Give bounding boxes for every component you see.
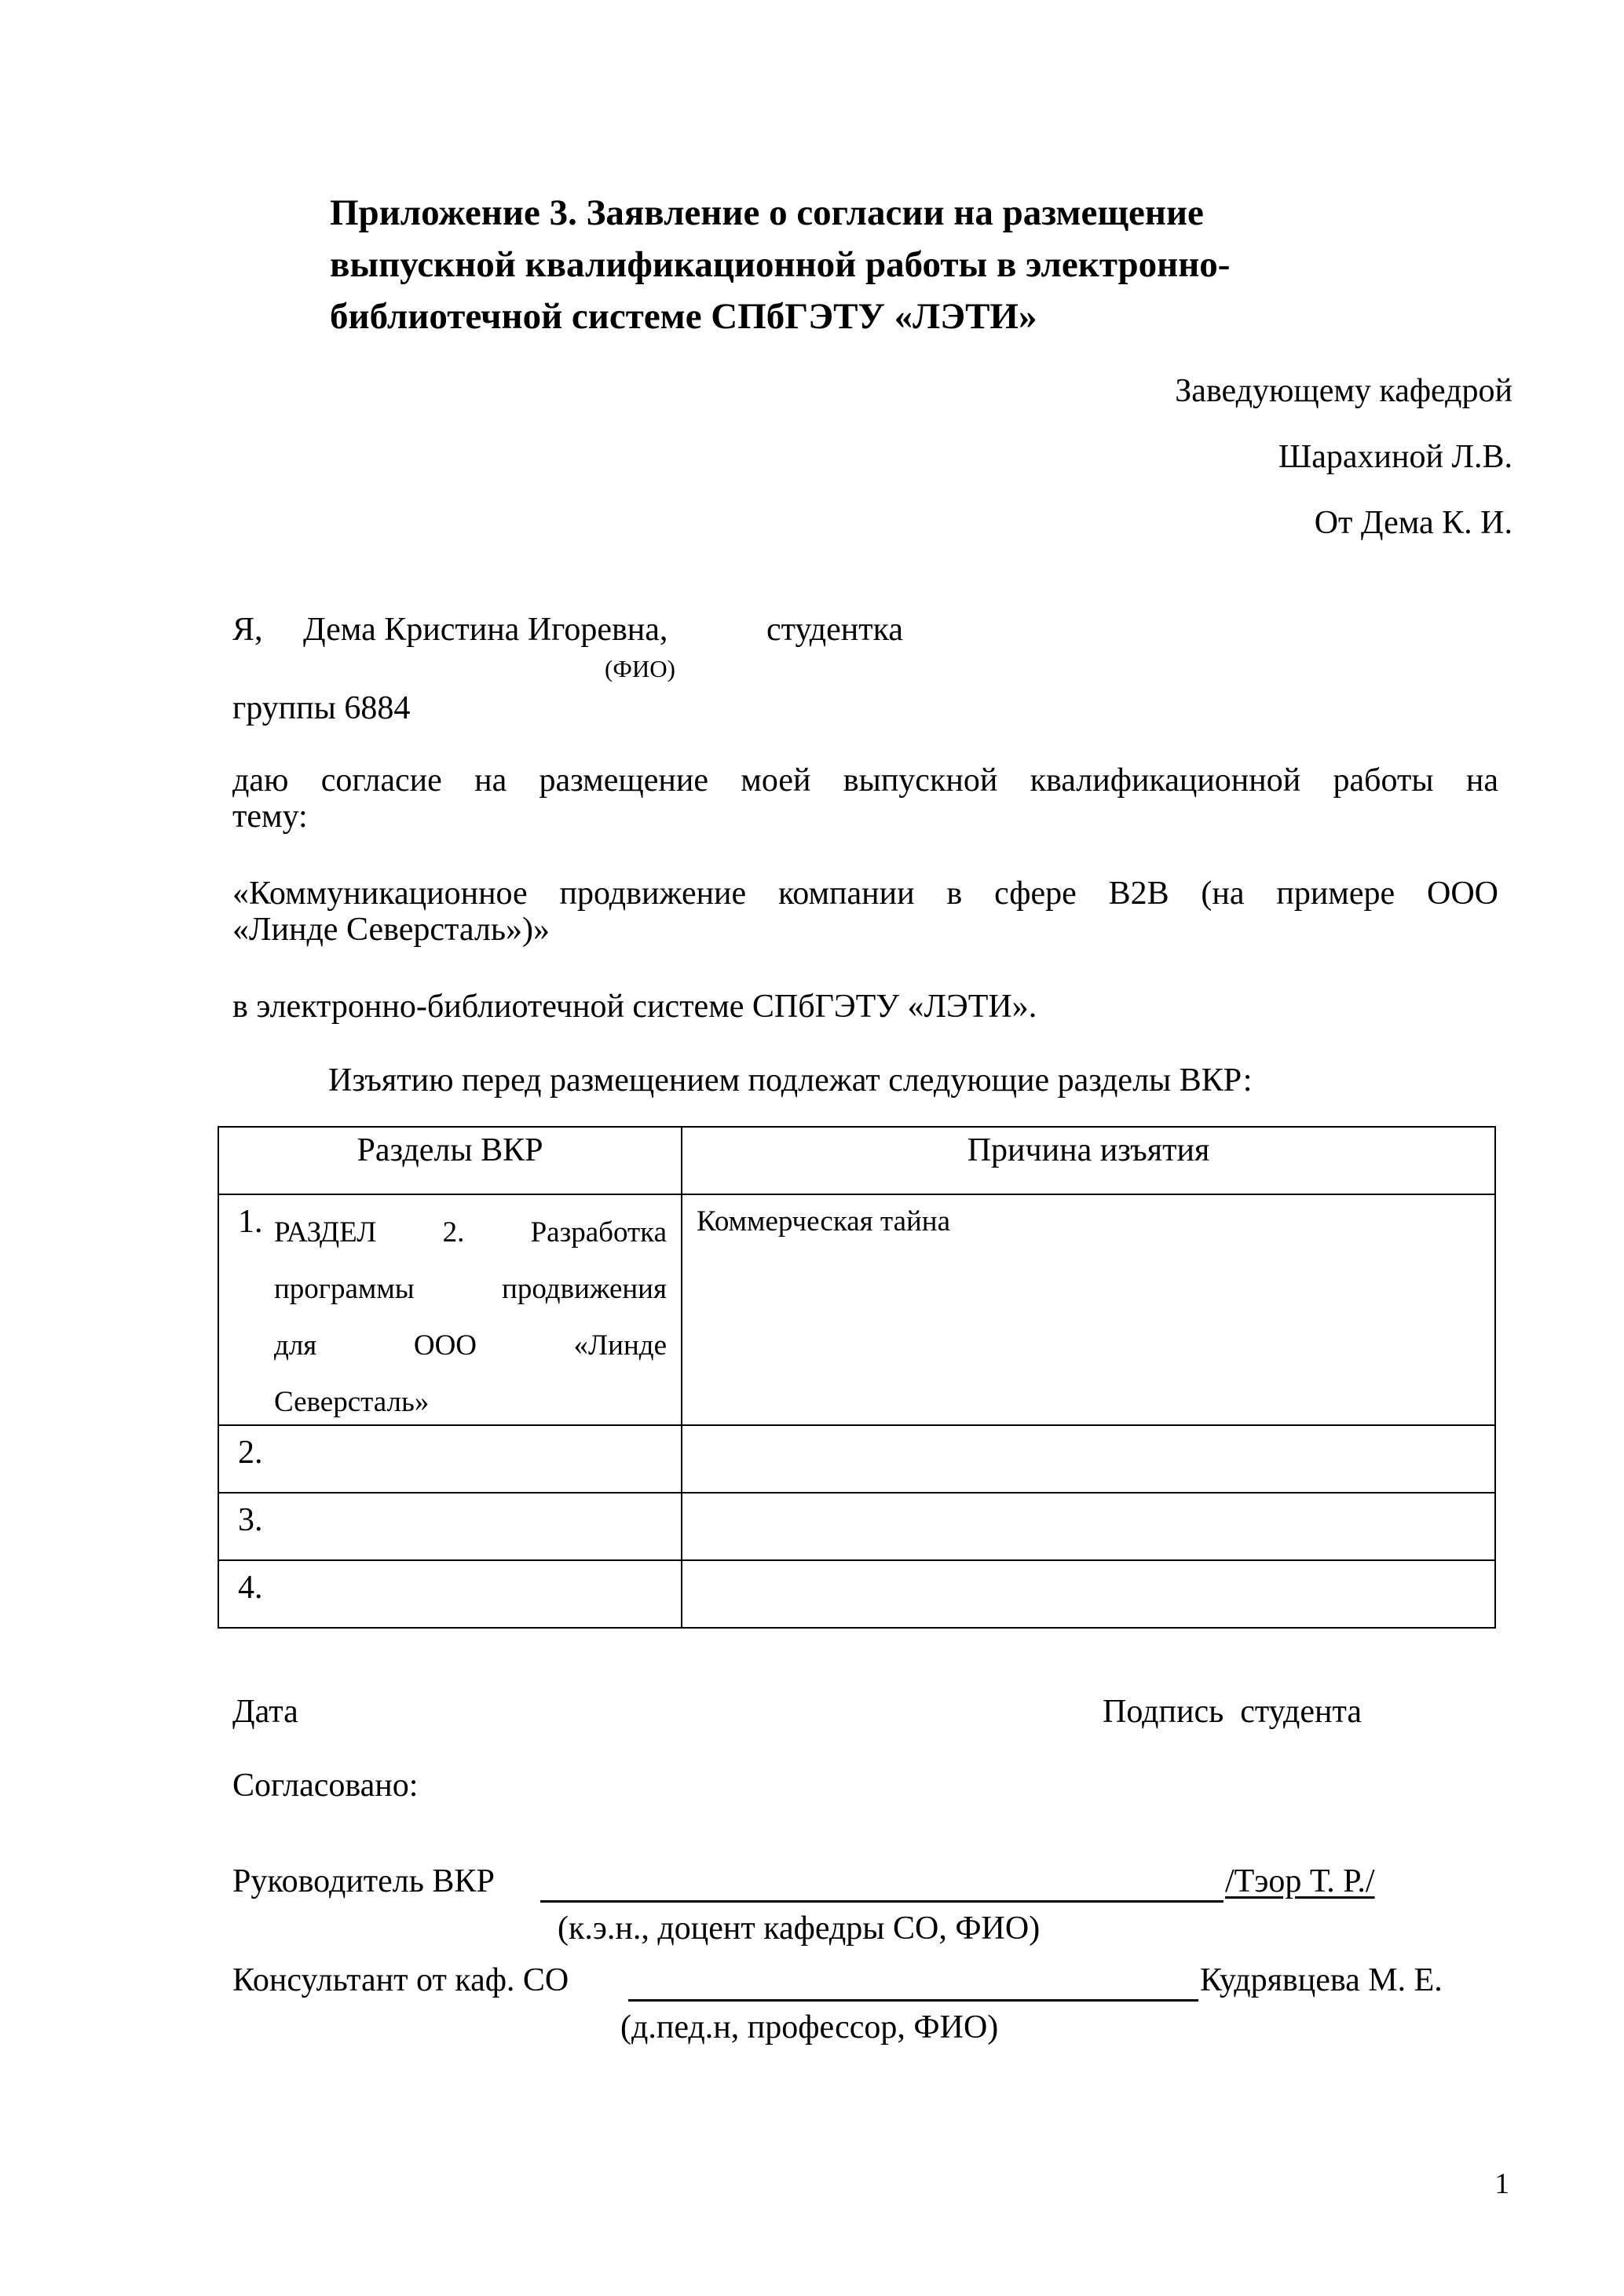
student-group: группы 6884 — [232, 690, 411, 726]
removal-intro: Изъятию перед размещением подлежат следующие разделы ВКР: — [328, 1062, 1253, 1099]
row-number: 4. — [238, 1570, 263, 1606]
sections-table — [218, 1126, 1496, 1629]
table-cell-reason — [682, 1194, 1495, 1425]
table-cell-reason — [682, 1425, 1495, 1493]
consultant-signature-line — [628, 1966, 1198, 2002]
addressee-line-1: Заведующему кафедрой — [1175, 373, 1512, 409]
supervisor-signature-line — [540, 1867, 1223, 1903]
consent-line-2: тему: — [232, 799, 308, 835]
student-signature-label: Подпись студента — [1103, 1694, 1362, 1730]
consent-line-1: даю согласие на размещение моей выпускной квалификационной работы на — [232, 762, 1498, 799]
reason-text — [682, 1561, 1494, 1570]
reason-text — [682, 1493, 1494, 1503]
row-number: 1. — [238, 1204, 263, 1240]
table-cell-section — [218, 1194, 682, 1425]
table-header-row — [218, 1127, 1495, 1194]
table-row — [218, 1194, 1495, 1425]
section-title — [274, 1205, 667, 1431]
consultant-label: Консультант от каф. СО — [232, 1962, 569, 1998]
table-cell-reason — [682, 1493, 1495, 1560]
title-line: библиотечной системе СПбГЭТУ «ЛЭТИ» — [330, 296, 1037, 337]
section-title-line: программы продвижения — [274, 1273, 667, 1305]
section-title-line: Северсталь» — [274, 1386, 430, 1418]
topic-line-1: «Коммуникационное продвижение компании в сфере B2B (на примере ООО — [232, 876, 1498, 912]
student-status: студентка — [766, 612, 904, 648]
addressee-line-2: Шарахиной Л.В. — [1278, 439, 1512, 475]
table-cell-section — [218, 1493, 682, 1560]
system-line: в электронно-библиотечной системе СПбГЭТУ «ЛЭТИ». — [232, 989, 1037, 1025]
student-prefix: Я, — [232, 612, 263, 648]
table-cell-section — [218, 1425, 682, 1493]
table-cell-reason — [682, 1560, 1495, 1628]
section-title-line: для ООО «Линде — [274, 1329, 667, 1362]
title-line: Приложение 3. Заявление о согласии на размещение — [330, 192, 1204, 233]
page-number: 1 — [1494, 2168, 1509, 2200]
document-title — [330, 187, 1445, 342]
supervisor-name: /Тэор Т. Р./ — [1225, 1863, 1375, 1899]
name-caption: (ФИО) — [605, 655, 675, 682]
topic-line-2: «Линде Северсталь»)» — [232, 912, 550, 948]
agreed-label: Согласовано: — [232, 1768, 419, 1804]
title-line: выпускной квалификационной работы в электронно- — [330, 244, 1231, 285]
reason-text — [682, 1426, 1494, 1435]
consultant-caption: (д.пед.н, профессор, ФИО) — [620, 2009, 999, 2046]
supervisor-label: Руководитель ВКР — [232, 1863, 495, 1899]
supervisor-caption: (к.э.н., доцент кафедры СО, ФИО) — [558, 1910, 1041, 1947]
section-title-line: РАЗДЕЛ 2. Разработка — [274, 1216, 667, 1249]
consultant-name: Кудрявцева М. Е. — [1200, 1962, 1443, 1998]
reason-text: Коммерческая тайна — [697, 1205, 951, 1238]
date-label: Дата — [232, 1694, 298, 1730]
table-cell-section — [218, 1560, 682, 1628]
table-row — [218, 1493, 1495, 1560]
row-number: 3. — [238, 1502, 263, 1538]
col-header-reason: Причина изъятия — [682, 1127, 1495, 1194]
student-name: Дема Кристина Игоревна, — [303, 612, 668, 648]
addressee-line-3: От Дема К. И. — [1314, 505, 1512, 541]
row-number: 2. — [238, 1435, 263, 1471]
col-header-sections: Разделы ВКР — [218, 1127, 682, 1194]
table-row — [218, 1425, 1495, 1493]
table-row — [218, 1560, 1495, 1628]
